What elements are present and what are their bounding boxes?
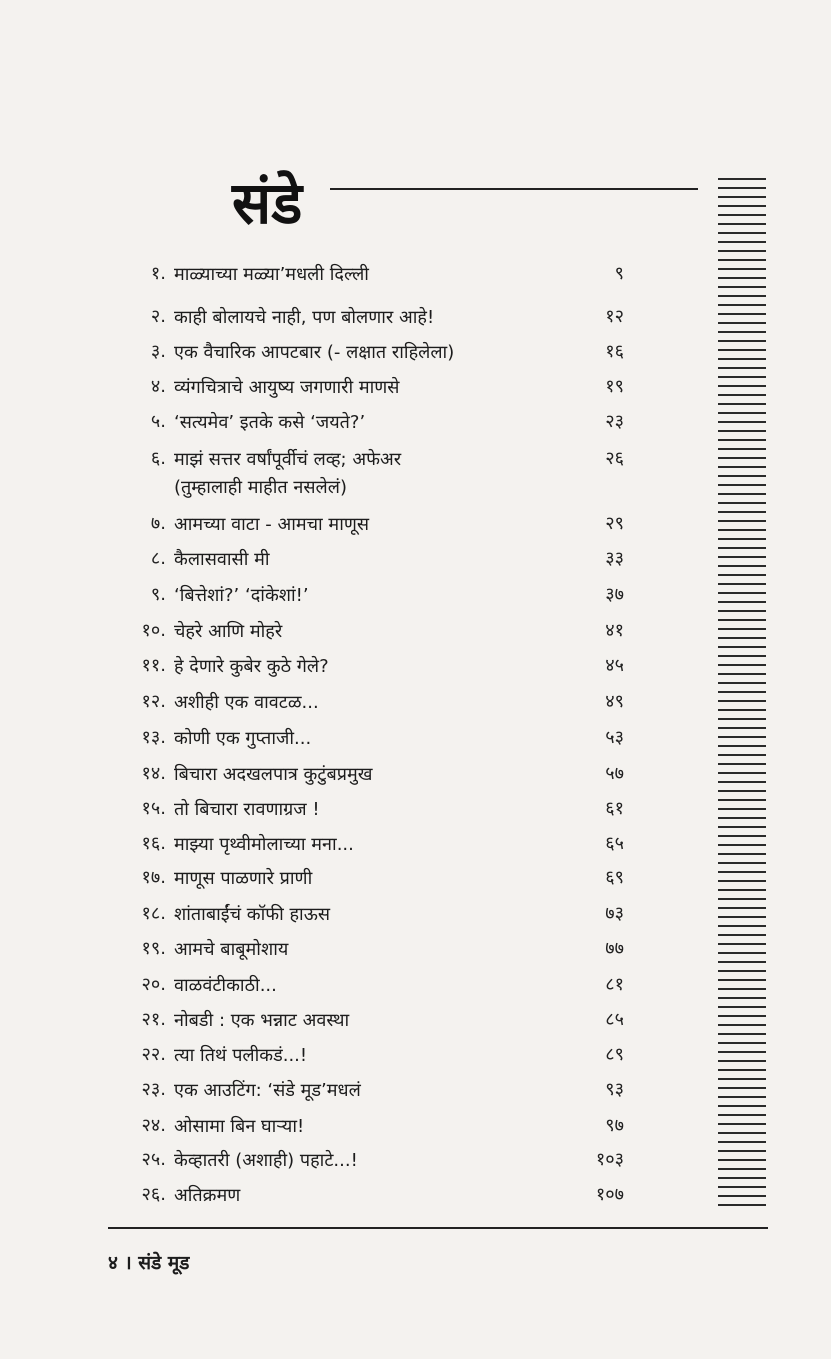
entry-page-number: ९ [614,263,624,284]
entry-page-number: ५३ [605,727,624,748]
entry-title: हे देणारे कुबेर कुठे गेले? [174,656,329,677]
entry-page-number: ९३ [605,1079,624,1100]
entry-title: एक आउटिंग: ‘संडे मूड’मधलं [174,1080,361,1101]
entry-title: माणूस पाळणारे प्राणी [174,868,313,889]
entry-number: १५. [141,798,166,819]
entry-number: ४. [150,376,166,397]
entry-title: शांताबाईंचं कॉफी हाऊस [174,904,331,925]
entry-title: आमच्या वाटा - आमचा माणूस [174,514,370,535]
entry-page-number: ४५ [605,655,624,676]
entry-page-number: २६ [605,448,624,469]
entry-number: १२. [141,691,166,712]
entry-page-number: ८१ [605,974,624,995]
entry-number: १८. [141,903,166,924]
entry-number: १७. [141,867,166,888]
entry-number: २१. [141,1009,166,1030]
entry-number: १९. [141,938,166,959]
entry-number: २०. [141,974,166,995]
entry-page-number: १६ [605,341,624,362]
entry-title: चेहरे आणि मोहरे [174,621,283,642]
entry-title: ‘सत्यमेव’ इतके कसे ‘जयते?’ [174,412,366,433]
entry-page-number: ६९ [605,867,624,888]
entry-page-number: ८५ [605,1009,624,1030]
entry-number: २४. [141,1115,166,1136]
entry-number: २३. [141,1079,166,1100]
entry-title-continued: (तुम्हालाही माहीत नसलेलं) [174,477,347,498]
entry-title: काही बोलायचे नाही, पण बोलणार आहे! [174,307,435,328]
entry-number: ५. [150,411,166,432]
entry-title: बिचारा अदखलपात्र कुटुंबप्रमुख [174,764,373,785]
entry-page-number: ४१ [605,620,624,641]
entry-page-number: ३७ [605,584,624,605]
entry-number: १०. [141,620,166,641]
entry-title: माळ्याच्या मळ्या’मधली दिल्ली [174,264,369,285]
entry-number: ९. [150,584,166,605]
entry-number: २. [150,306,166,327]
entry-page-number: १०३ [595,1149,624,1170]
entry-title: नोबडी : एक भन्नाट अवस्था [174,1010,350,1031]
entry-title: कैलासवासी मी [174,549,270,570]
entry-title: एक वैचारिक आपटबार (- लक्षात राहिलेला) [174,342,455,363]
entry-number: १३. [141,727,166,748]
entry-title: आमचे बाबूमोशाय [174,939,289,960]
entry-title: केव्हातरी (अशाही) पहाटे...! [174,1150,358,1171]
entry-title: ओसामा बिन घाऱ्या! [174,1116,305,1137]
entry-page-number: ६१ [605,798,624,819]
entry-title: त्या तिथं पलीकडं...! [174,1045,308,1066]
entry-page-number: ३३ [605,548,624,569]
entry-page-number: १०७ [595,1184,624,1205]
entry-number: २६. [141,1184,166,1205]
entry-page-number: ६५ [605,833,624,854]
entry-page-number: ९७ [605,1115,624,1136]
entry-number: २२. [141,1044,166,1065]
entry-title: ‘बित्तेशां?’ ‘दांकेशां!’ [174,585,309,606]
entry-page-number: ५७ [605,763,624,784]
entry-title: तो बिचारा रावणाग्रज ! [174,799,320,820]
entry-title: वाळवंटीकाठी... [174,975,277,996]
entry-title: अतिक्रमण [174,1185,241,1206]
entry-page-number: १९ [605,376,624,397]
page-footer: ४ । संडे मूड [108,1252,190,1274]
entry-page-number: ७७ [605,938,624,959]
entry-number: १६. [141,833,166,854]
decorative-stripes [718,178,766,1210]
entry-number: २५. [141,1149,166,1170]
entry-page-number: २९ [605,513,624,534]
contents-heading: संडे [232,169,303,237]
entry-number: ७. [150,513,166,534]
entry-number: १. [150,263,166,284]
entry-page-number: ८९ [605,1044,624,1065]
entry-number: १४. [141,763,166,784]
bottom-rule [108,1227,768,1229]
entry-number: ६. [150,448,166,469]
entry-title: कोणी एक गुप्ताजी... [174,728,312,749]
entry-page-number: १२ [605,306,624,327]
entry-title: माझं सत्तर वर्षांपूर्वीचं लव्ह; अफेअर [174,449,402,470]
entry-number: ८. [150,548,166,569]
entry-page-number: २३ [605,411,624,432]
entry-title: व्यंगचित्राचे आयुष्य जगणारी माणसे [174,377,400,398]
entry-page-number: ७३ [605,903,624,924]
entry-number: ३. [150,341,166,362]
entry-title: अशीही एक वावटळ... [174,692,319,713]
entry-number: ११. [141,655,166,676]
entry-title: माझ्या पृथ्वीमोलाच्या मना... [174,834,354,855]
entry-page-number: ४९ [605,691,624,712]
